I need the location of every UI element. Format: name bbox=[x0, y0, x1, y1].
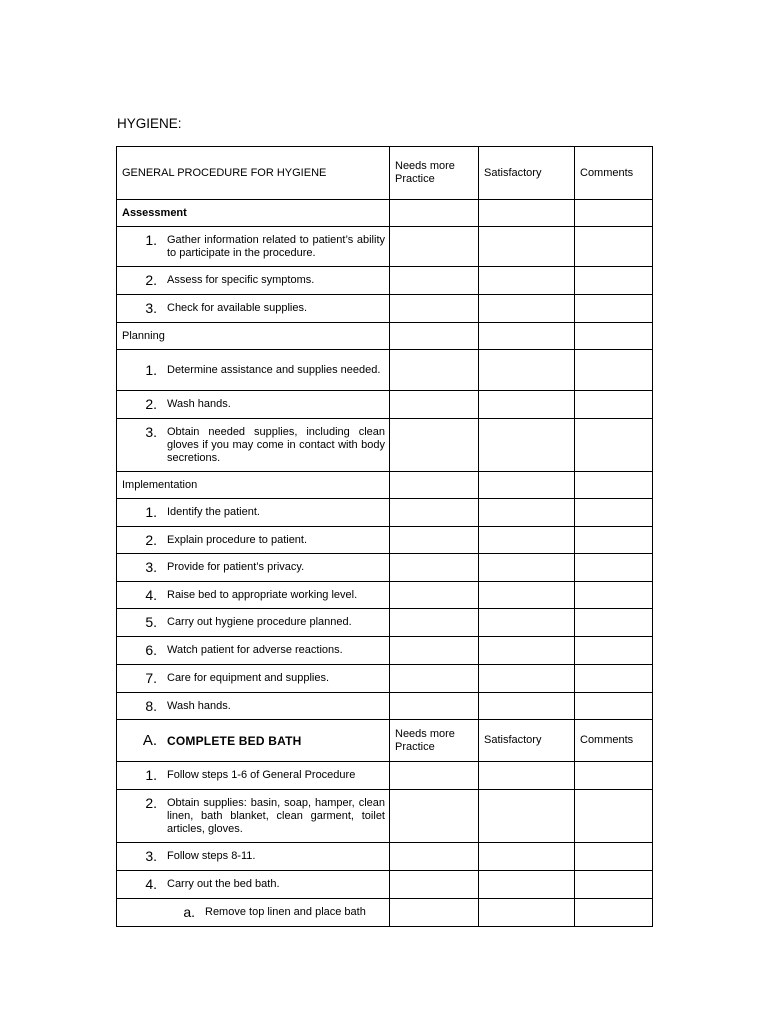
satisfactory-cell[interactable] bbox=[479, 227, 575, 267]
step-text: Wash hands. bbox=[167, 398, 231, 410]
comments-cell[interactable] bbox=[575, 554, 653, 582]
section-label-assessment: Assessment bbox=[117, 200, 390, 227]
table-row bbox=[117, 419, 653, 472]
step-number: 5. bbox=[145, 614, 157, 630]
table-row bbox=[117, 295, 653, 323]
needs-practice-cell[interactable] bbox=[390, 391, 479, 419]
step-text: Raise bed to appropriate working level. bbox=[167, 588, 358, 601]
satisfactory-cell[interactable] bbox=[479, 499, 575, 527]
table-row bbox=[117, 527, 653, 554]
table-row bbox=[117, 899, 653, 927]
table-header-row bbox=[117, 147, 653, 200]
satisfactory-cell[interactable] bbox=[479, 693, 575, 720]
step-text: Follow steps 8-11. bbox=[167, 850, 256, 862]
needs-practice-cell[interactable] bbox=[390, 323, 479, 350]
satisfactory-cell[interactable] bbox=[479, 582, 575, 609]
step-number: 2. bbox=[145, 795, 157, 811]
table-row bbox=[117, 391, 653, 419]
needs-practice-cell[interactable] bbox=[390, 527, 479, 554]
comments-cell[interactable] bbox=[575, 499, 653, 527]
comments-cell[interactable] bbox=[575, 762, 653, 790]
step-text: Carry out hygiene procedure planned. bbox=[167, 616, 352, 628]
header-satisfactory: Satisfactory bbox=[479, 147, 575, 200]
step-number: 1. bbox=[145, 504, 157, 520]
needs-practice-cell[interactable] bbox=[390, 554, 479, 582]
step-text: Gather information related to patient’s ability to participate in the procedure. bbox=[167, 234, 385, 259]
step-number: 7. bbox=[145, 670, 157, 686]
step-number: 2. bbox=[145, 531, 157, 548]
table-row bbox=[117, 665, 653, 693]
table-row bbox=[117, 762, 653, 790]
step-text: Check for available supplies. bbox=[167, 302, 308, 314]
step-text: Determine assistance and supplies needed. bbox=[167, 363, 381, 376]
needs-practice-cell[interactable] bbox=[390, 227, 479, 267]
needs-practice-cell[interactable] bbox=[390, 200, 479, 227]
satisfactory-cell[interactable] bbox=[479, 527, 575, 554]
step-number: 3. bbox=[145, 300, 157, 316]
needs-practice-cell[interactable] bbox=[390, 419, 479, 472]
needs-practice-cell[interactable] bbox=[390, 609, 479, 637]
step-number: 4. bbox=[145, 876, 157, 892]
substep-text: Remove top linen and place bath bbox=[205, 906, 366, 918]
satisfactory-cell[interactable] bbox=[479, 323, 575, 350]
satisfactory-cell[interactable] bbox=[479, 609, 575, 637]
needs-practice-cell[interactable] bbox=[390, 637, 479, 665]
bed-bath-satisfactory: Satisfactory bbox=[479, 720, 575, 762]
header-procedure: GENERAL PROCEDURE FOR HYGIENE bbox=[117, 147, 390, 200]
header-comments: Comments bbox=[575, 147, 653, 200]
step-text: Watch patient for adverse reactions. bbox=[167, 644, 343, 656]
step-text: Carry out the bed bath. bbox=[167, 878, 280, 890]
comments-cell[interactable] bbox=[575, 391, 653, 419]
satisfactory-cell[interactable] bbox=[479, 472, 575, 499]
bed-bath-title: COMPLETE BED BATH bbox=[167, 734, 302, 748]
comments-cell[interactable] bbox=[575, 693, 653, 720]
step-number: 1. bbox=[145, 361, 157, 378]
step-number: 6. bbox=[145, 642, 157, 658]
step-number: 1. bbox=[145, 767, 157, 783]
comments-cell[interactable] bbox=[575, 267, 653, 295]
substep-letter: a. bbox=[183, 904, 195, 920]
needs-practice-cell[interactable] bbox=[390, 693, 479, 720]
section-label-implementation: Implementation bbox=[117, 472, 390, 499]
step-number: 3. bbox=[145, 559, 157, 575]
comments-cell[interactable] bbox=[575, 637, 653, 665]
needs-practice-cell[interactable] bbox=[390, 762, 479, 790]
document-title: HYGIENE: bbox=[117, 116, 182, 131]
satisfactory-cell[interactable] bbox=[479, 899, 575, 927]
step-text: Explain procedure to patient. bbox=[167, 533, 308, 546]
comments-cell[interactable] bbox=[575, 843, 653, 871]
needs-practice-cell[interactable] bbox=[390, 350, 479, 391]
table-row bbox=[117, 871, 653, 899]
comments-cell[interactable] bbox=[575, 419, 653, 472]
bed-bath-header-row bbox=[117, 720, 653, 762]
needs-practice-cell[interactable] bbox=[390, 790, 479, 843]
step-number: 4. bbox=[145, 586, 157, 603]
bed-bath-letter: A. bbox=[142, 732, 157, 749]
needs-practice-cell[interactable] bbox=[390, 295, 479, 323]
comments-cell[interactable] bbox=[575, 899, 653, 927]
step-text: Obtain supplies: basin, soap, hamper, clean linen, bath blanket, clean garment, toilet articles, gloves. bbox=[167, 797, 385, 835]
table-row bbox=[117, 582, 653, 609]
comments-cell[interactable] bbox=[575, 609, 653, 637]
satisfactory-cell[interactable] bbox=[479, 200, 575, 227]
header-needs-more-practice: Needs more Practice bbox=[390, 147, 479, 200]
step-text: Follow steps 1-6 of General Procedure bbox=[167, 769, 356, 781]
needs-practice-cell[interactable] bbox=[390, 871, 479, 899]
satisfactory-cell[interactable] bbox=[479, 295, 575, 323]
comments-cell[interactable] bbox=[575, 871, 653, 899]
bed-bath-needs-more-practice: Needs more Practice bbox=[390, 720, 479, 762]
step-text: Assess for specific symptoms. bbox=[167, 274, 315, 286]
needs-practice-cell[interactable] bbox=[390, 582, 479, 609]
hygiene-checklist-table bbox=[116, 146, 653, 927]
table-row bbox=[117, 499, 653, 527]
comments-cell[interactable] bbox=[575, 665, 653, 693]
satisfactory-cell[interactable] bbox=[479, 391, 575, 419]
table-row bbox=[117, 693, 653, 720]
table-row bbox=[117, 267, 653, 295]
satisfactory-cell[interactable] bbox=[479, 637, 575, 665]
step-number: 2. bbox=[145, 396, 157, 412]
table-row bbox=[117, 843, 653, 871]
needs-practice-cell[interactable] bbox=[390, 472, 479, 499]
needs-practice-cell[interactable] bbox=[390, 899, 479, 927]
satisfactory-cell[interactable] bbox=[479, 843, 575, 871]
needs-practice-cell[interactable] bbox=[390, 665, 479, 693]
step-number: 3. bbox=[145, 848, 157, 864]
table-row bbox=[117, 227, 653, 267]
comments-cell[interactable] bbox=[575, 472, 653, 499]
satisfactory-cell[interactable] bbox=[479, 554, 575, 582]
bed-bath-comments: Comments bbox=[575, 720, 653, 762]
comments-cell[interactable] bbox=[575, 200, 653, 227]
needs-practice-cell[interactable] bbox=[390, 843, 479, 871]
satisfactory-cell[interactable] bbox=[479, 790, 575, 843]
comments-cell[interactable] bbox=[575, 527, 653, 554]
satisfactory-cell[interactable] bbox=[479, 350, 575, 391]
section-row-assessment bbox=[117, 200, 653, 227]
satisfactory-cell[interactable] bbox=[479, 762, 575, 790]
satisfactory-cell[interactable] bbox=[479, 419, 575, 472]
step-number: 8. bbox=[145, 697, 157, 714]
needs-practice-cell[interactable] bbox=[390, 267, 479, 295]
table-row bbox=[117, 790, 653, 843]
table-row bbox=[117, 554, 653, 582]
table-row bbox=[117, 609, 653, 637]
section-row-planning bbox=[117, 323, 653, 350]
table-row bbox=[117, 350, 653, 391]
comments-cell[interactable] bbox=[575, 350, 653, 391]
comments-cell[interactable] bbox=[575, 227, 653, 267]
satisfactory-cell[interactable] bbox=[479, 665, 575, 693]
step-text: Wash hands. bbox=[167, 699, 231, 712]
needs-practice-cell[interactable] bbox=[390, 499, 479, 527]
section-label-planning: Planning bbox=[117, 323, 390, 350]
section-row-implementation bbox=[117, 472, 653, 499]
satisfactory-cell[interactable] bbox=[479, 267, 575, 295]
step-text: Obtain needed supplies, including clean gloves if you may come in contact with body secretions. bbox=[167, 426, 385, 464]
step-text: Care for equipment and supplies. bbox=[167, 672, 330, 684]
step-text: Identify the patient. bbox=[167, 506, 260, 518]
step-number: 3. bbox=[145, 424, 157, 440]
table-row bbox=[117, 637, 653, 665]
step-number: 2. bbox=[145, 272, 157, 288]
comments-cell[interactable] bbox=[575, 295, 653, 323]
comments-cell[interactable] bbox=[575, 790, 653, 843]
step-number: 1. bbox=[145, 232, 157, 248]
comments-cell[interactable] bbox=[575, 323, 653, 350]
step-text: Provide for patient’s privacy. bbox=[167, 561, 305, 573]
satisfactory-cell[interactable] bbox=[479, 871, 575, 899]
comments-cell[interactable] bbox=[575, 582, 653, 609]
